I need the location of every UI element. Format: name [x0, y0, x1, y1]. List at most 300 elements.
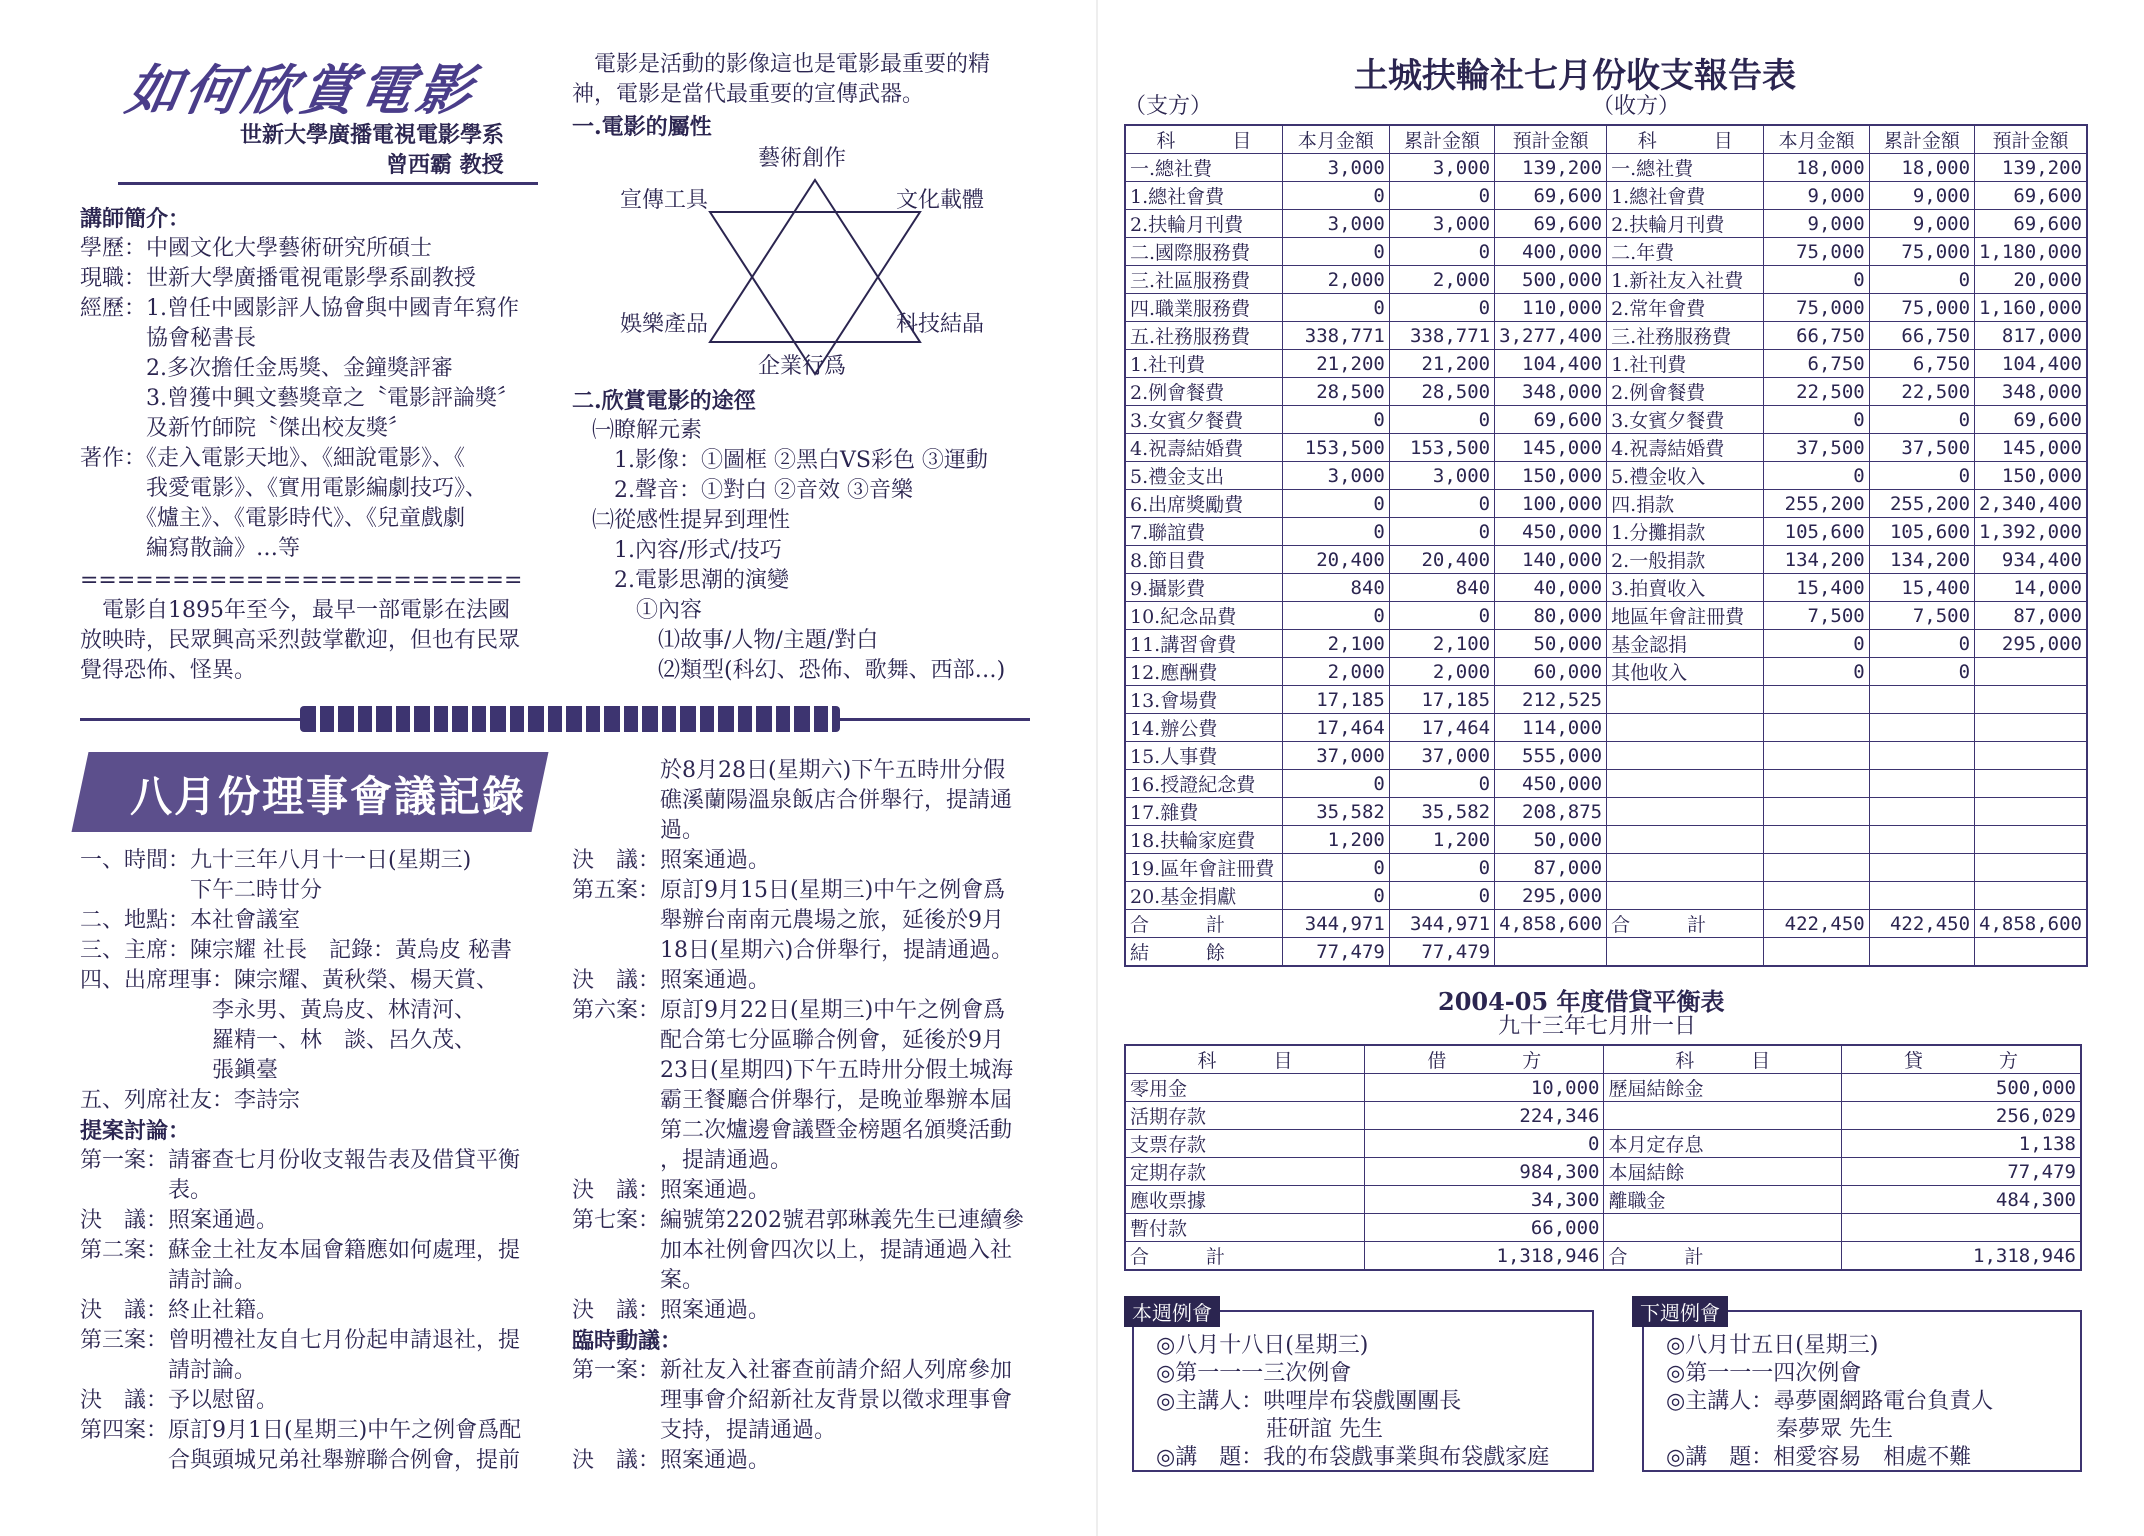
amount-cell: 150,000 — [1495, 462, 1607, 490]
amount-cell: 0 — [1282, 602, 1389, 630]
column-header: 預計金額 — [1975, 125, 2087, 154]
account-cell: 10.紀念品費 — [1125, 602, 1282, 630]
amount-cell — [1764, 854, 1869, 882]
amount-cell: 22,500 — [1869, 378, 1974, 406]
bio-line: 編寫散論》…等 — [80, 536, 301, 561]
amount-cell: 2,100 — [1389, 630, 1494, 658]
minutes-line: 第七案：編號第2202號君郭琳義先生已連續參 — [572, 1208, 1024, 1233]
amount-cell: 17,464 — [1282, 714, 1389, 742]
amount-cell: 984,300 — [1364, 1158, 1604, 1186]
amount-cell: 37,000 — [1282, 742, 1389, 770]
minutes-line: 四、出席理事：陳宗耀、黃秋榮、楊天賞、 — [80, 968, 499, 993]
amount-cell: 338,771 — [1389, 322, 1494, 350]
report-title: 土城扶輪社七月份收支報告表 — [1354, 56, 1796, 96]
bio-line: 著作：《走入電影天地》、《細說電影》、《 — [80, 446, 466, 471]
amount-cell — [1869, 742, 1974, 770]
amount-cell — [1869, 770, 1974, 798]
amount-cell: 500,000 — [1495, 266, 1607, 294]
amount-cell: 255,200 — [1764, 490, 1869, 518]
minutes-line: 決 議：終止社籍。 — [80, 1298, 279, 1323]
amount-cell: 21,200 — [1282, 350, 1389, 378]
amount-cell — [1975, 854, 2087, 882]
minutes-line: ，提請通過。 — [572, 1148, 793, 1173]
account-cell: 18.扶輪家庭費 — [1125, 826, 1282, 854]
account-cell: 三.社務服務費 — [1607, 322, 1764, 350]
amount-cell: 1,318,946 — [1364, 1242, 1604, 1271]
minutes-line: 三、主席：陳宗耀 社長 記錄：黃烏皮 秘書 — [80, 938, 512, 963]
account-cell: 1.新社友入社費 — [1607, 266, 1764, 294]
star-lr-label: 科技結晶 — [896, 312, 985, 337]
account-cell — [1607, 854, 1764, 882]
account-cell: 4.祝壽結婚費 — [1607, 434, 1764, 462]
bio-line: 協會秘書長 — [80, 326, 257, 351]
amount-cell: 66,000 — [1364, 1214, 1604, 1242]
amount-cell: 3,000 — [1282, 154, 1389, 182]
amount-cell: 37,500 — [1869, 434, 1974, 462]
minutes-line: 李永男、黃烏皮、林清河、 — [80, 998, 477, 1023]
sec2-line: ㈡從感性提昇到理性 — [592, 508, 791, 533]
table-row — [1125, 882, 2087, 910]
author-name: 曾西霸 教授 — [386, 152, 504, 178]
amount-cell: 0 — [1282, 770, 1389, 798]
column-header: 本月金額 — [1764, 125, 1869, 154]
amount-cell — [1975, 658, 2087, 686]
table-row — [1125, 434, 2087, 462]
amount-cell: 1,392,000 — [1975, 518, 2087, 546]
table-row — [1125, 742, 2087, 770]
amount-cell — [1764, 798, 1869, 826]
amount-cell: 0 — [1389, 490, 1494, 518]
amount-cell: 295,000 — [1495, 882, 1607, 910]
amount-cell: 0 — [1389, 182, 1494, 210]
account-cell: 2.扶輪月刊費 — [1607, 210, 1764, 238]
section-heading: 一.電影的屬性 — [572, 114, 712, 140]
amount-cell: 69,600 — [1975, 210, 2087, 238]
amount-cell: 60,000 — [1495, 658, 1607, 686]
amount-cell: 4,858,600 — [1495, 910, 1607, 938]
amount-cell: 20,400 — [1282, 546, 1389, 574]
amount-cell: 348,000 — [1495, 378, 1607, 406]
account-cell: 一.總社費 — [1125, 154, 1282, 182]
account-cell: 活期存款 — [1125, 1102, 1364, 1130]
table-row — [1125, 630, 2087, 658]
amount-cell: 139,200 — [1975, 154, 2087, 182]
amount-cell: 66,750 — [1869, 322, 1974, 350]
table-header-row — [1125, 1045, 2081, 1074]
amount-cell: 134,200 — [1764, 546, 1869, 574]
table-row — [1125, 1074, 2081, 1102]
amount-cell: 348,000 — [1975, 378, 2087, 406]
bio-line: 現職：世新大學廣播電視電影學系副教授 — [80, 266, 477, 291]
balance-table — [1124, 1044, 2082, 1271]
amount-cell: 0 — [1282, 294, 1389, 322]
amount-cell: 338,771 — [1282, 322, 1389, 350]
amount-cell: 9,000 — [1764, 210, 1869, 238]
amount-cell: 2,100 — [1282, 630, 1389, 658]
amount-cell: 17,464 — [1389, 714, 1494, 742]
amount-cell: 15,400 — [1764, 574, 1869, 602]
amount-cell — [1495, 938, 1607, 967]
amount-cell: 9,000 — [1869, 210, 1974, 238]
sec2-line: 2.聲音：①對白 ②音效 ③音樂 — [592, 478, 913, 503]
minutes-line: 霸王餐廳合併舉行，是晚並舉辦本屆 — [572, 1088, 1013, 1113]
amount-cell: 22,500 — [1764, 378, 1869, 406]
amount-cell: 134,200 — [1869, 546, 1974, 574]
minutes-line: 羅精一、林 談、呂久茂、 — [80, 1028, 477, 1053]
minutes-line: 於8月28日(星期六)下午五時卅分假 — [572, 758, 1006, 783]
account-cell: 支票存款 — [1125, 1130, 1364, 1158]
amount-cell: 104,400 — [1975, 350, 2087, 378]
column-header: 累計金額 — [1869, 125, 1974, 154]
account-cell: 4.祝壽結婚費 — [1125, 434, 1282, 462]
amount-cell: 4,858,600 — [1975, 910, 2087, 938]
minutes-line: 決 議：照案通過。 — [572, 1448, 771, 1473]
amount-cell: 1,138 — [1841, 1130, 2081, 1158]
amount-cell: 114,000 — [1495, 714, 1607, 742]
amount-cell: 6,750 — [1764, 350, 1869, 378]
table-row — [1125, 154, 2087, 182]
account-cell — [1607, 798, 1764, 826]
minutes-line: 過。 — [572, 818, 705, 843]
account-cell: 2.扶輪月刊費 — [1125, 210, 1282, 238]
table-header-row — [1125, 125, 2087, 154]
table-row — [1125, 1186, 2081, 1214]
amount-cell: 3,277,400 — [1495, 322, 1607, 350]
minutes-line: 合與頭城兄弟社舉辦聯合例會，提前 — [80, 1448, 521, 1473]
minutes-line: 第二案：蘇金土社友本屆會籍應如何處理，提 — [80, 1238, 521, 1263]
right-page — [1072, 0, 2144, 1536]
amount-cell: 224,346 — [1364, 1102, 1604, 1130]
next-week-details — [1666, 1332, 1993, 1472]
account-cell: 19.區年會註冊費 — [1125, 854, 1282, 882]
table-row — [1125, 182, 2087, 210]
title-underline — [118, 182, 538, 185]
balance-title: 2004-05 年度借貸平衡表 — [1438, 987, 1725, 1016]
minutes-line: 下午二時廿分 — [80, 878, 323, 903]
amount-cell — [1975, 938, 2087, 967]
sec2-list — [592, 416, 1005, 686]
minutes-line: 配合第七分區聯合例會，延後於9月 — [572, 1028, 1004, 1053]
amount-cell: 1,180,000 — [1975, 238, 2087, 266]
account-cell: 地區年會註冊費 — [1607, 602, 1764, 630]
table-row — [1125, 518, 2087, 546]
amount-cell: 145,000 — [1975, 434, 2087, 462]
table-row — [1125, 686, 2087, 714]
meeting-line: ◎第一一一四次例會 — [1666, 1361, 1862, 1386]
amount-cell — [1764, 742, 1869, 770]
amount-cell: 400,000 — [1495, 238, 1607, 266]
amount-cell — [1975, 770, 2087, 798]
minutes-line: 23日(星期四)下午五時卅分假土城海 — [572, 1058, 1014, 1083]
table-row — [1125, 350, 2087, 378]
amount-cell: 37,500 — [1764, 434, 1869, 462]
account-cell: 其他收入 — [1607, 658, 1764, 686]
account-cell: 6.出席獎勵費 — [1125, 490, 1282, 518]
amount-cell: 3,000 — [1389, 210, 1494, 238]
amount-cell: 140,000 — [1495, 546, 1607, 574]
minutes-line: 決 議：照案通過。 — [572, 1298, 771, 1323]
table-row — [1125, 546, 2087, 574]
amount-cell: 256,029 — [1841, 1102, 2081, 1130]
amount-cell: 105,600 — [1764, 518, 1869, 546]
amount-cell: 153,500 — [1282, 434, 1389, 462]
minutes-line: 第一案：新社友入社審查前請介紹人列席參加 — [572, 1358, 1013, 1383]
account-cell — [1604, 1102, 1841, 1130]
decorative-border — [300, 706, 840, 732]
table-row — [1125, 798, 2087, 826]
amount-cell: 2,000 — [1389, 266, 1494, 294]
account-cell: 8.節目費 — [1125, 546, 1282, 574]
amount-cell: 934,400 — [1975, 546, 2087, 574]
amount-cell: 37,000 — [1389, 742, 1494, 770]
sec2-line: 2.電影思潮的演變 — [592, 568, 789, 593]
minutes-line: 第二次爐邊會議暨金榜題名頒獎活動 — [572, 1118, 1013, 1143]
table-row — [1125, 294, 2087, 322]
minutes-line: 臨時動議： — [572, 1328, 683, 1354]
amount-cell: 0 — [1869, 266, 1974, 294]
account-cell: 二.國際服務費 — [1125, 238, 1282, 266]
amount-cell — [1869, 826, 1974, 854]
account-cell: 定期存款 — [1125, 1158, 1364, 1186]
account-cell: 9.攝影費 — [1125, 574, 1282, 602]
amount-cell: 2,000 — [1282, 658, 1389, 686]
account-cell — [1604, 1214, 1841, 1242]
amount-cell: 7,500 — [1764, 602, 1869, 630]
minutes-line: 18日(星期六)合併舉行，提請通過。 — [572, 938, 1014, 963]
amount-cell: 69,600 — [1495, 210, 1607, 238]
account-cell: 5.禮金收入 — [1607, 462, 1764, 490]
amount-cell — [1869, 854, 1974, 882]
account-cell: 2.常年會費 — [1607, 294, 1764, 322]
minutes-line: 支持，提請通過。 — [572, 1418, 837, 1443]
amount-cell: 14,000 — [1975, 574, 2087, 602]
amount-cell: 105,600 — [1869, 518, 1974, 546]
table-row — [1125, 1242, 2081, 1271]
amount-cell: 0 — [1389, 238, 1494, 266]
bio-heading: 講師簡介： — [80, 206, 191, 232]
intro-line: 神，電影是當代最重要的宣傳武器。 — [572, 82, 925, 107]
column-header: 貸 方 — [1841, 1045, 2081, 1074]
account-cell: 15.人事費 — [1125, 742, 1282, 770]
amount-cell: 153,500 — [1389, 434, 1494, 462]
account-cell: 基金認捐 — [1607, 630, 1764, 658]
meeting-line: 秦夢眾 先生 — [1666, 1417, 1893, 1442]
account-cell: 11.講習會費 — [1125, 630, 1282, 658]
minutes-line: 加本社例會四次以上，提請通過入社 — [572, 1238, 1013, 1263]
account-cell — [1607, 714, 1764, 742]
account-cell: 1.總社會費 — [1607, 182, 1764, 210]
minutes-line: 決 議：照案通過。 — [572, 968, 771, 993]
star-ur-label: 文化載體 — [896, 188, 985, 213]
minutes-col1 — [80, 846, 521, 1476]
account-cell: 17.雜費 — [1125, 798, 1282, 826]
amount-cell: 0 — [1869, 658, 1974, 686]
next-week-label: 下週例會 — [1632, 1296, 1728, 1327]
amount-cell: 100,000 — [1495, 490, 1607, 518]
amount-cell: 104,400 — [1495, 350, 1607, 378]
amount-cell: 35,582 — [1389, 798, 1494, 826]
minutes-line: 案。 — [572, 1268, 705, 1293]
amount-cell: 0 — [1869, 462, 1974, 490]
amount-cell: 817,000 — [1975, 322, 2087, 350]
film-article-title: 如何欣賞電影 — [121, 59, 481, 122]
star-ul-label: 宣傳工具 — [620, 188, 709, 213]
intro-line: 電影自1895年至今，最早一部電影在法國 — [80, 598, 510, 623]
this-week-details — [1156, 1332, 1549, 1472]
amount-cell: 18,000 — [1869, 154, 1974, 182]
account-cell — [1607, 882, 1764, 910]
amount-cell: 0 — [1282, 238, 1389, 266]
amount-cell: 40,000 — [1495, 574, 1607, 602]
income-label: （收方） — [1592, 94, 1681, 119]
sec2-line: ⑵類型(科幻、恐佈、歌舞、西部…) — [592, 658, 1006, 683]
account-cell: 本屆結餘 — [1604, 1158, 1841, 1186]
amount-cell: 0 — [1389, 882, 1494, 910]
minutes-line: 決 議：照案通過。 — [572, 1178, 771, 1203]
intro-line: 覺得恐佈、怪異。 — [80, 658, 257, 683]
bio-line: 學歷：中國文化大學藝術研究所碩士 — [80, 236, 433, 261]
amount-cell: 1,200 — [1389, 826, 1494, 854]
minutes-line: 決 議：予以慰留。 — [80, 1388, 279, 1413]
amount-cell: 840 — [1282, 574, 1389, 602]
amount-cell: 87,000 — [1495, 854, 1607, 882]
amount-cell: 0 — [1389, 602, 1494, 630]
star-top-label: 藝術創作 — [758, 146, 847, 171]
amount-cell: 75,000 — [1764, 294, 1869, 322]
amount-cell — [1869, 686, 1974, 714]
amount-cell: 10,000 — [1364, 1074, 1604, 1102]
separator-line: ======================== — [80, 568, 523, 593]
amount-cell: 3,000 — [1282, 210, 1389, 238]
report-table — [1124, 124, 2088, 967]
amount-cell — [1841, 1214, 2081, 1242]
meeting-line: ◎八月十八日(星期三) — [1156, 1333, 1369, 1358]
amount-cell — [1764, 686, 1869, 714]
table-row — [1125, 910, 2087, 938]
amount-cell: 344,971 — [1389, 910, 1494, 938]
meeting-line: ◎主講人：哄哩岸布袋戲團團長 — [1156, 1389, 1462, 1414]
account-cell: 暫付款 — [1125, 1214, 1364, 1242]
amount-cell: 422,450 — [1764, 910, 1869, 938]
amount-cell — [1764, 882, 1869, 910]
account-cell: 1.總社會費 — [1125, 182, 1282, 210]
amount-cell: 500,000 — [1841, 1074, 2081, 1102]
table-row — [1125, 854, 2087, 882]
amount-cell: 28,500 — [1282, 378, 1389, 406]
amount-cell: 344,971 — [1282, 910, 1389, 938]
amount-cell: 75,000 — [1764, 238, 1869, 266]
table-row — [1125, 210, 2087, 238]
amount-cell — [1869, 714, 1974, 742]
account-cell — [1607, 742, 1764, 770]
account-cell: 5.禮金支出 — [1125, 462, 1282, 490]
amount-cell: 77,479 — [1389, 938, 1494, 967]
bio-line: 2.多次擔任金馬獎、金鐘獎評審 — [80, 356, 453, 381]
amount-cell: 6,750 — [1869, 350, 1974, 378]
minutes-line: 第一案：請審查七月份收支報告表及借貸平衡 — [80, 1148, 521, 1173]
account-cell: 7.聯誼費 — [1125, 518, 1282, 546]
amount-cell: 2,340,400 — [1975, 490, 2087, 518]
amount-cell: 17,185 — [1389, 686, 1494, 714]
amount-cell: 0 — [1389, 518, 1494, 546]
amount-cell: 0 — [1282, 518, 1389, 546]
meeting-line: 莊研誼 先生 — [1156, 1417, 1383, 1442]
table-row — [1125, 574, 2087, 602]
minutes-line: 決 議：照案通過。 — [572, 848, 771, 873]
amount-cell: 422,450 — [1869, 910, 1974, 938]
amount-cell: 69,600 — [1495, 182, 1607, 210]
table-row — [1125, 714, 2087, 742]
account-cell: 3.女賓夕餐費 — [1125, 406, 1282, 434]
amount-cell: 0 — [1764, 462, 1869, 490]
account-cell: 合 計 — [1125, 910, 1282, 938]
meeting-line: ◎講 題：相愛容易 相處不難 — [1666, 1445, 1972, 1470]
amount-cell: 15,400 — [1869, 574, 1974, 602]
minutes-line: 請討論。 — [80, 1268, 257, 1293]
amount-cell: 87,000 — [1975, 602, 2087, 630]
amount-cell: 139,200 — [1495, 154, 1607, 182]
amount-cell: 0 — [1389, 406, 1494, 434]
this-week-label: 本週例會 — [1124, 1296, 1220, 1327]
table-row — [1125, 602, 2087, 630]
amount-cell — [1764, 826, 1869, 854]
table-row — [1125, 1130, 2081, 1158]
table-row — [1125, 1214, 2081, 1242]
amount-cell: 17,185 — [1282, 686, 1389, 714]
amount-cell: 150,000 — [1975, 462, 2087, 490]
account-cell: 五.社務服務費 — [1125, 322, 1282, 350]
column-header: 本月金額 — [1282, 125, 1389, 154]
account-cell: 16.授證紀念費 — [1125, 770, 1282, 798]
column-header: 科 目 — [1604, 1045, 1841, 1074]
table-row — [1125, 406, 2087, 434]
table-row — [1125, 938, 2087, 967]
amount-cell: 28,500 — [1389, 378, 1494, 406]
amount-cell: 840 — [1389, 574, 1494, 602]
account-cell: 四.職業服務費 — [1125, 294, 1282, 322]
amount-cell: 1,318,946 — [1841, 1242, 2081, 1271]
minutes-line: 提案討論： — [80, 1118, 191, 1144]
table-row — [1125, 238, 2087, 266]
amount-cell — [1764, 770, 1869, 798]
meeting-line: ◎八月廿五日(星期三) — [1666, 1333, 1879, 1358]
account-cell: 一.總社費 — [1607, 154, 1764, 182]
account-cell: 1.社刊費 — [1607, 350, 1764, 378]
amount-cell — [1869, 938, 1974, 967]
minutes-line: 請討論。 — [80, 1358, 257, 1383]
minutes-line: 一、時間：九十三年八月十一日(星期三) — [80, 848, 472, 873]
table-row — [1125, 266, 2087, 294]
account-cell — [1607, 770, 1764, 798]
amount-cell: 1,200 — [1282, 826, 1389, 854]
account-cell: 應收票據 — [1125, 1186, 1364, 1214]
amount-cell: 3,000 — [1389, 462, 1494, 490]
amount-cell: 21,200 — [1389, 350, 1494, 378]
amount-cell: 0 — [1764, 266, 1869, 294]
amount-cell: 50,000 — [1495, 826, 1607, 854]
account-cell: 14.辦公費 — [1125, 714, 1282, 742]
account-cell: 2.一般捐款 — [1607, 546, 1764, 574]
amount-cell: 0 — [1869, 630, 1974, 658]
film-col2-intro — [572, 50, 990, 110]
amount-cell: 0 — [1282, 882, 1389, 910]
amount-cell: 255,200 — [1869, 490, 1974, 518]
account-cell: 3.女賓夕餐費 — [1607, 406, 1764, 434]
amount-cell: 295,000 — [1975, 630, 2087, 658]
amount-cell: 0 — [1389, 770, 1494, 798]
amount-cell: 50,000 — [1495, 630, 1607, 658]
amount-cell — [1975, 742, 2087, 770]
